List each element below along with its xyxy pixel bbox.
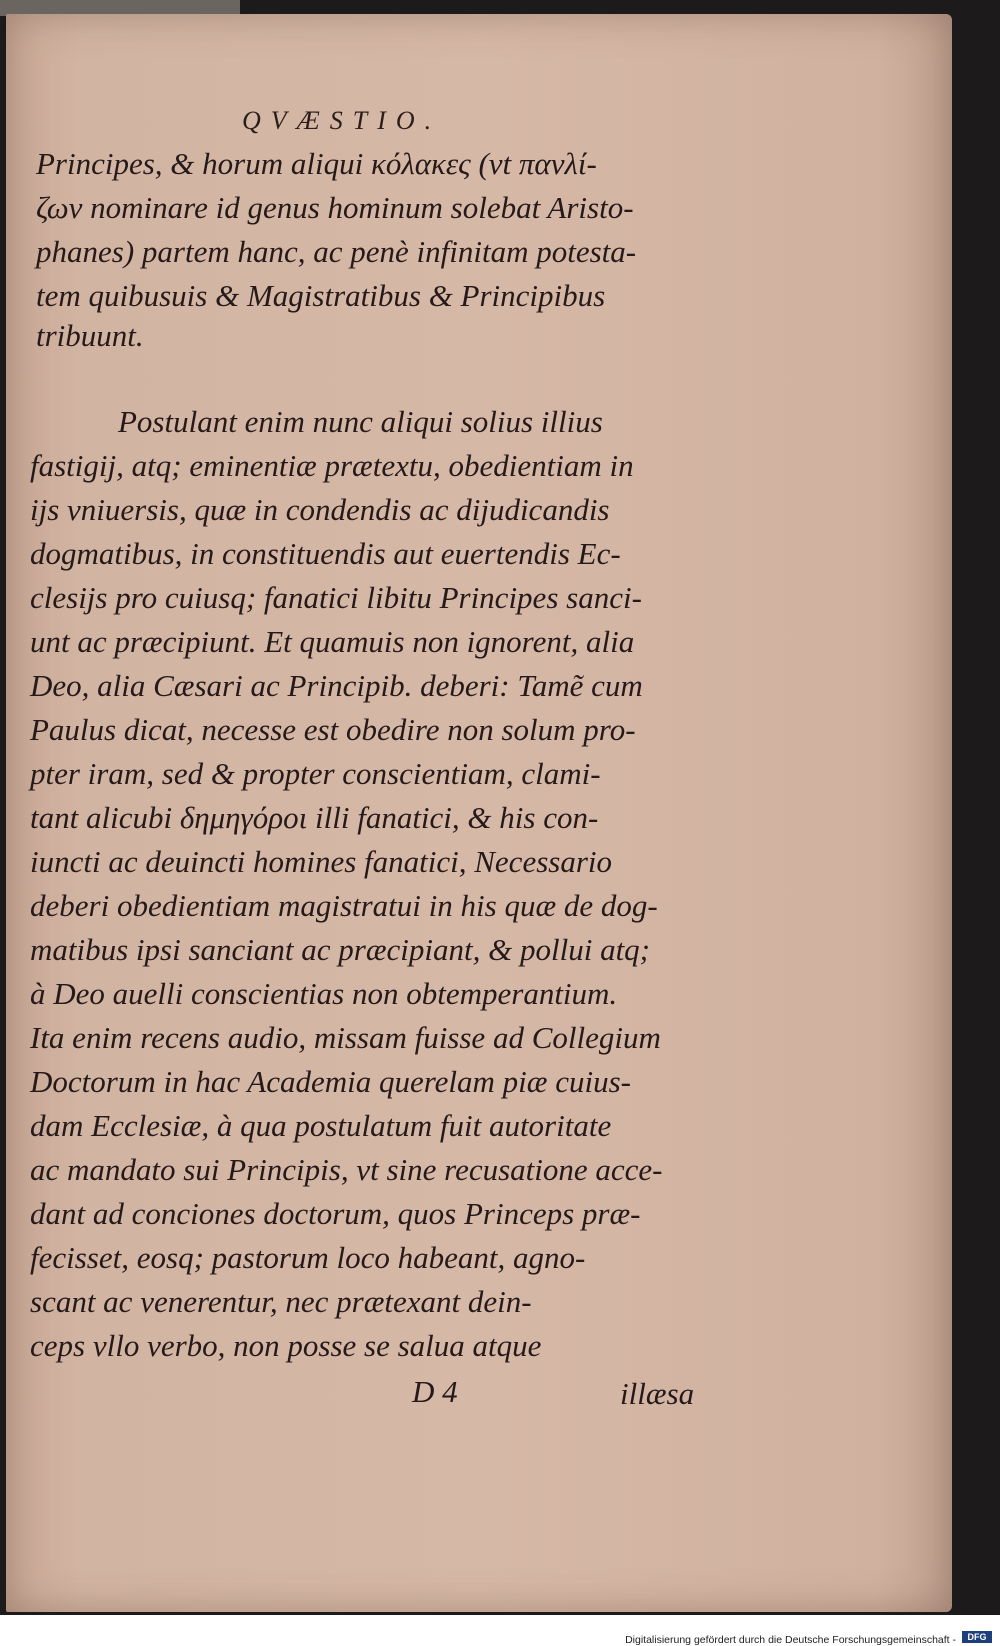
text-line: iuncti ac deuincti homines fanatici, Necessario: [30, 844, 613, 879]
text-line: ijs vniuersis, quæ in condendis ac dijudicandis: [30, 492, 610, 527]
text-line: Paulus dicat, necesse est obedire non solum pro-: [30, 712, 636, 747]
text-line: unt ac præcipiunt. Et quamuis non ignorent, alia: [30, 624, 635, 659]
dfg-logo: DFG: [962, 1631, 992, 1643]
funding-notice: Digitalisierung gefördert durch die Deutsche Forschungsgemeinschaft -: [625, 1634, 956, 1646]
text-line: dant ad conciones doctorum, quos Princeps præ-: [30, 1196, 641, 1231]
text-line: Postulant enim nunc aliqui solius illius: [118, 404, 603, 439]
text-line: pter iram, sed & propter conscientiam, clami-: [30, 756, 601, 791]
text-line: tant alicubi δημηγόροι illi fanatici, & his con-: [30, 800, 599, 835]
text-line: scant ac venerentur, nec prætexant dein-: [30, 1284, 532, 1319]
text-line: Doctorum in hac Academia querelam piæ cuius-: [30, 1064, 631, 1099]
text-line: dogmatibus, in constituendis aut euertendis Ec-: [30, 536, 621, 571]
text-line: clesijs pro cuiusq; fanatici libitu Principes sanci-: [30, 580, 642, 615]
text-line: deberi obedientiam magistratui in his quæ de dog-: [30, 888, 658, 923]
running-header: QVÆSTIO.: [242, 106, 442, 135]
text-line: phanes) partem hanc, ac penè infinitam potesta-: [36, 234, 637, 269]
text-line: tribuunt.: [36, 318, 144, 353]
text-line: ζων nominare id genus hominum solebat Aristo-: [36, 190, 634, 225]
book-page: [6, 14, 952, 1612]
text-line: matibus ipsi sanciant ac præcipiant, & pollui atq;: [30, 932, 650, 967]
signature-mark: D 4: [412, 1374, 458, 1409]
text-line: ac mandato sui Principis, vt sine recusatione acce-: [30, 1152, 663, 1187]
text-line: à Deo auelli conscientias non obtemperantium.: [30, 976, 618, 1011]
text-line: tem quibusuis & Magistratibus & Principibus: [36, 278, 606, 313]
text-line: Deo, alia Cæsari ac Principib. deberi: Tamẽ cum: [30, 668, 643, 703]
text-line: fecisset, eosq; pastorum loco habeant, agno-: [30, 1240, 586, 1275]
catchword: illæsa: [620, 1376, 695, 1411]
text-line: fastigij, atq; eminentiæ prætextu, obedientiam in: [30, 448, 634, 483]
text-line: Principes, & horum aliqui κόλακες (vt πανλί-: [36, 146, 597, 181]
text-line: Ita enim recens audio, missam fuisse ad Collegium: [30, 1020, 661, 1055]
text-line: ceps vllo verbo, non posse se salua atque: [30, 1328, 542, 1363]
text-line: dam Ecclesiæ, à qua postulatum fuit autoritate: [30, 1108, 612, 1143]
